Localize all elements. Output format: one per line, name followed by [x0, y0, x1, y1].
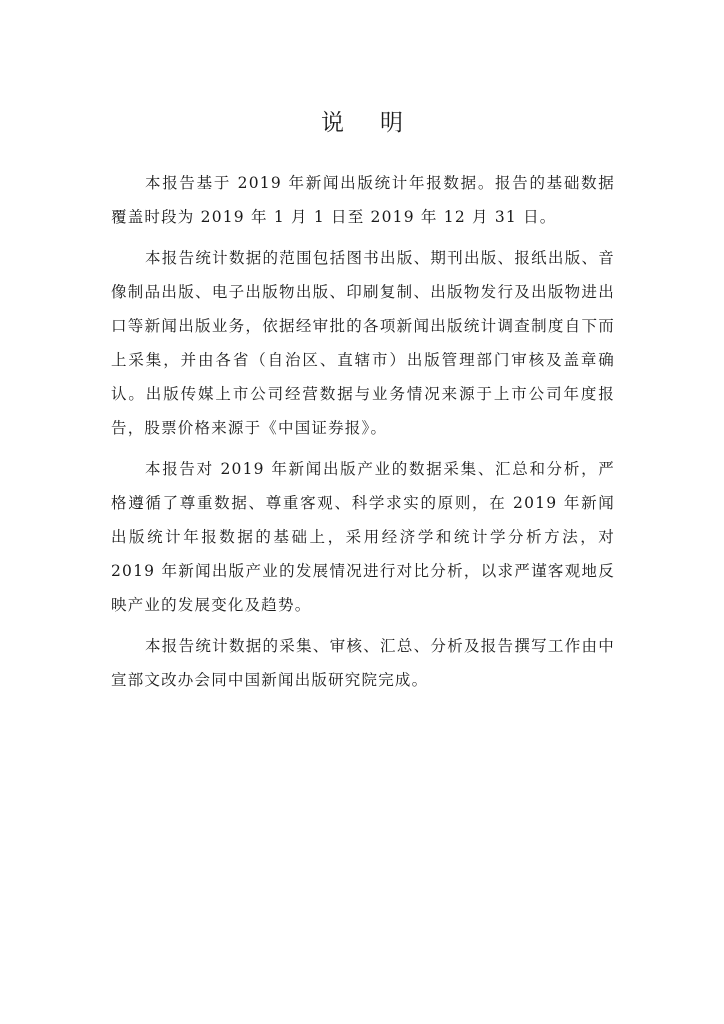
paragraph-data-basis: 本报告基于 2019 年新闻出版统计年报数据。报告的基础数据覆盖时段为 2019 年 1 月 1 日至 2019 年 12 月 31 日。: [111, 174, 615, 226]
paragraph-authorship: 本报告统计数据的采集、审核、汇总、分析及报告撰写工作由中宣部文改办会同中国新闻出版研究院完成。: [111, 637, 615, 689]
paragraph-data-scope: 本报告统计数据的范围包括图书出版、期刊出版、报纸出版、音像制品出版、电子出版物出版、印刷复制、出版物发行及出版物进出口等新闻出版业务，依据经审批的各项新闻出版统计调查制度自下而上采集，并由各省（自治区、直辖市）出版管理部门审核及盖章确认。出版传媒上市公司经营数据与业务情况来源于上市公司年度报告，股票价格来源于《中国证券报》。: [111, 249, 615, 437]
page-title: 说明: [321, 110, 439, 137]
paragraph-analysis-method: 本报告对 2019 年新闻出版产业的数据采集、汇总和分析，严格遵循了尊重数据、尊重客观、科学求实的原则，在 2019 年新闻出版统计年报数据的基础上，采用经济学和统计学分析方法，对 2019 年新闻出版产业的发展情况进行对比分析，以求严谨客观地反映产业的发展变化及趋势。: [111, 460, 615, 614]
document-body: [111, 166, 615, 704]
